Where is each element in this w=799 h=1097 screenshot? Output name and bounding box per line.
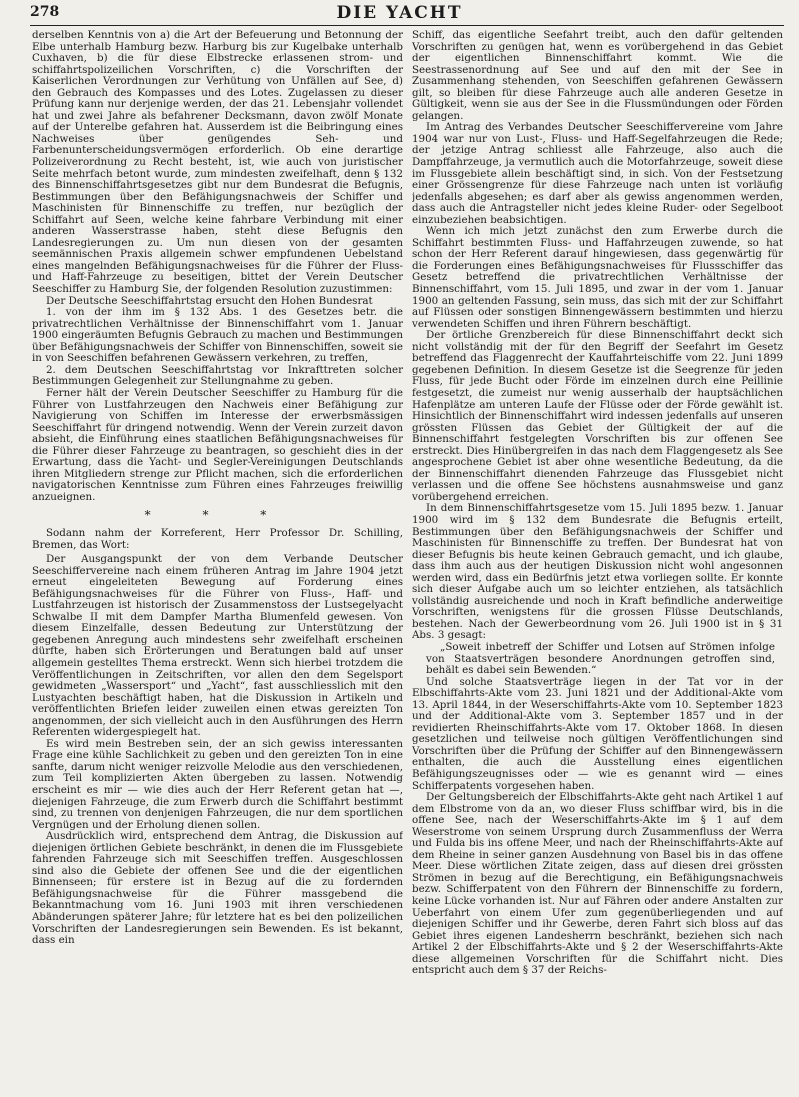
paragraph: Der Deutsche Seeschiffahrtstag ersucht den Hohen Bundesrat (46, 294, 373, 307)
section-separator: * * * (144, 508, 291, 523)
block-quote: „Soweit inbetreff der Schiffer und Lotsen auf Strömen infolge von Staatsverträgen besondere Anordnungen getroffen sind, behält es dabei sein Bewenden.“ (426, 640, 775, 677)
paragraph: Schiff, das eigentliche Seefahrt treibt, auch den dafür geltenden Vorschriften zu genügen hat, wenn es vorübergehend in das Gebiet der eigentlichen Binnenschiffahrt kommt. Wie die Seestrassenordnung auf See und auf den mit der See in Zusammenhang stehenden, von Seeschiffen gefahrenen Gewässern gilt, so bleiben für diese Fahrzeuge auch alle anderen Gesetze in Gültigkeit, wenn sie aus der See in die Flussmündungen oder Förden gelangen. (412, 30, 783, 122)
resolution-item: 1. von der ihm im § 132 Abs. 1 des Gesetzes betr. die privatrechtlichen Verhältnisse der Binnenschiffahrt vom 1. Januar 1900 eingeräumten Befugnis Gebrauch zu machen und Bestimmungen über Befähigungsnachweis der Schiffer von Binnenschiffen, soweit sie in von Seeschiffen befahrenen Gewässern verkehren, zu treffen, (32, 306, 403, 365)
paragraph: Ausdrücklich wird, entsprechend dem Antrag, die Diskussion auf diejenigen örtlichen Gebiete beschränkt, in denen die im Flussgebiete fahrenden Fahrzeuge sich mit Seeschiffen treffen. Ausgeschlossen sind also die Gebiete der offenen See und die der eigentlichen Binnenseen; für erstere ist in Bezug auf die zu fordernden Befähigungsnachweise für die Führer massgebend die Bekanntmachung vom 16. Juni 1903 mit ihren verschiedenen Abänderungen späterer Jahre; für letztere hat es bei den polizeilichen Vorschriften der Landesregierungen sein Bewenden. Es ist bekannt, dass ein (32, 830, 403, 947)
paragraph: derselben Kenntnis von a) die Art der Befeuerung und Betonnung der Elbe unterhalb Hamburg bezw. Harburg bis zur Kugelbake unterhalb Cuxhaven, b) die für diese Elbstrecke erlassenen strom- und schiffahrtspolizeilichen Vorschriften, c) die Vorschriften der Kaiserlichen Verordnungen zur Verhütung von Unfällen auf See, d) den Gebrauch des Kompasses und des Lotes. Zugelassen zu dieser Prüfung kann nur derjenige werden, der das 21. Lebensjahr vollendet hat und zwei Jahre als befahrener Decksmann, davon zwölf Monate auf der Unterelbe gefahren hat. Ausserdem ist die Beibringung eines Nachweises über genügendes Seh- und Farbenunterscheidungsvermögen erforderlich. Ob eine derartige Polizeiverordnung zu Recht besteht, ist, wie auch von juristischer Seite mehrfach betont wurde, zum mindesten zweifelhaft, denn § 132 des Binnenschiffahrtsgesetzes gibt nur dem Bundesrat die Befugnis, Bestimmungen über den Befähigungsnachweis der Schiffer und Maschinisten für Binnenschiffe zu treffen, nur bezüglich der Schiffahrt auf Seen, welche keine fahrbare Verbindung mit einer anderen Wasserstrasse haben, steht diese Befugnis den Landesregierungen zu. Um nun diesen von der gesamten seemännischen Praxis allgemein schwer empfundenen Uebelstand eines mangelnden Befähigungsnachweises für die Führer der Fluss- und Haff-Fahrzeuge zu beseitigen, bittet der Verein Deutscher Seeschiffer zu Hamburg Sie, der folgenden Resolution zuzustimmen: (32, 30, 403, 296)
paragraph: Wenn ich mich jetzt zunächst den zum Erwerbe durch die Schiffahrt bestimmten Fluss- und Haffahrzeugen zuwende, so hat schon der Herr Referent darauf hingewiesen, dass gegenwärtig für die Forderungen eines Befähigungsnachweises für Flussschiffer das Gesetz betreffend die privatrechtlichen Verhältnisse der Binnenschiffahrt, vom 15. Juli 1895, und zwar in der vom 1. Januar 1900 an geltenden Fassung, sein muss, das sich mit der zur Schiffahrt auf Flüssen oder sonstigen Binnengewässern bestimmten und hierzu verwendeten Schiffen und ihren Führern beschäftigt. (412, 225, 783, 330)
paragraph: Sodann nahm der Korreferent, Herr Professor Dr. Schilling, Bremen, das Wort: (32, 526, 403, 551)
paragraph: Der örtliche Grenzbereich für diese Binnenschiffahrt deckt sich nicht vollständig mit der für den Begriff der Seefahrt im Gesetz betreffend das Flaggenrecht der Kauffahrteischiffe vom 22. Juni 1899 gegebenen Definition. In diesem Gesetze ist die Seegrenze für jeden Fluss, für jede Bucht oder Förde im einzelnen durch eine Peillinie festgesetzt, die zumeist nur wenig ausserhalb der hauptsächlichen Hafenplätze am unteren Laufe der Flüsse oder der Förde gewählt ist. Hinsichtlich der Binnenschiffahrt wird indessen jedenfalls auf unseren grössten Flüssen das Gebiet der Gültigkeit der auf die Binnenschiffahrt festgelegten Vorschriften bis zur offenen See erstreckt. Dies Hinübergreifen in das nach dem Flaggengesetz als See angesprochene Gebiet ist aber ohne wesentliche Bedeutung, da die der Binnenschiffahrt dienenden Fahrzeuge das Flussgebiet nicht verlassen und die offene See höchstens ausnahmsweise und ganz vorübergehend erreichen. (412, 329, 783, 503)
right-column (412, 30, 783, 1092)
running-title: DIE YACHT (336, 3, 463, 23)
paragraph: Der Ausgangspunkt der von dem Verbande Deutscher Seeschiffervereine nach einem früheren Antrag im Jahre 1904 jetzt erneut eingeleiteten Bewegung auf Forderung eines Befähigungsnachweises für die Führer von Fluss-, Haff- und Lustfahrzeugen ist historisch der Zusammenstoss der Lustsegelyacht Schwalbe II mit dem Dampfer Martha Blumenfeld gewesen. Von diesem Einzelfalle, dessen Bedeutung zur Unterstützung der gegebenen Anregung auch mindestens sehr zweifelhaft erscheinen dürfte, haben sich Erörterungen und Beratungen bald auf unser allgemein gestelltes Thema erstreckt. Wenn sich hierbei trotzdem die Veröffentlichungen in Zeitschriften, vor allen den dem Segelsport gewidmeten „Wassersport“ und „Yacht“, fast ausschliesslich mit den Lustyachten beschäftigt haben, hat die Diskussion in Artikeln und veröffentlichten Briefen leider zuweilen einen etwas gereizten Ton angenommen, der sich vielleicht auch in den Ausführungen des Herrn Referenten widergespiegelt hat. (32, 553, 403, 739)
paragraph: Im Antrag des Verbandes Deutscher Seeschiffervereine vom Jahre 1904 war nur von Lust-, Fluss- und Haff-Segelfahrzeugen die Rede; der jetzige Antrag schliesst alle Fahrzeuge, also auch die Dampffahrzeuge, ja vermutlich auch die Motorfahrzeuge, soweit diese im Flussgebiete allein beschäftigt sind, in sich. Von der Festsetzung einer Grössengrenze für diese Fahrzeuge nach unten ist vorläufig jedenfalls abgesehen; es darf aber als gewiss angenommen werden, dass auch die Antragsteller nicht jedes kleine Ruder- oder Segelboot einzubeziehen beabsichtigen. (412, 121, 783, 226)
left-column (32, 30, 403, 1092)
paragraph: Der Geltungsbereich der Elbschiffahrts-Akte geht nach Artikel 1 auf dem Elbstrome von da an, wo dieser Fluss schiffbar wird, bis in die offene See, nach der Weserschiffahrts-Akte im § 1 auf dem Weserstrome von seinem Ursprung durch Zusammenfluss der Werra und Fulda bis ins offene Meer, und nach der Rheinschiffahrts-Akte auf dem Rheine in seiner ganzen Ausdehnung von Basel bis in das offene Meer. Diese wörtlichen Zitate zeigen, dass auf diesen drei grössten Strömen in bezug auf die Berechtigung, ein Befähigungsnachweis bezw. Schifferpatent von den Führern der Binnenschiffe zu fordern, keine Lücke vorhanden ist. Nur auf Fähren oder andere Anstalten zur Ueberfahrt von einem Ufer zum gegenüberliegenden und auf diejenigen Schiffer und ihr Gewerbe, deren Fahrt sich bloss auf das Gebiet ihres eigenen Landesherrn beschränkt, beziehen sich nach Artikel 2 der Elbschiffahrts-Akte und § 2 der Weserschiffahrts-Akte diese allgemeinen Vorschriften für die Schiffahrt nicht. Dies entspricht auch dem § 37 der Reichs- (412, 791, 783, 977)
paragraph: In dem Binnenschiffahrtsgesetze vom 15. Juli 1895 bezw. 1. Januar 1900 wird im § 132 dem Bundesrate die Befugnis erteilt, Bestimmungen über den Befähigungsnachweis der Schiffer und Maschinisten für Binnenschiffe zu treffen. Der Bundesrat hat von dieser Befugnis bis heute keinen Gebrauch gemacht, und ich glaube, dass ihm auch aus der heutigen Diskussion nicht wohl angesonnen werden wird, dass ein Bedürfnis jetzt etwa vorliegen sollte. Er konnte sich dieser Aufgabe auch um so leichter entziehen, als tatsächlich vollständig ausreichende und noch in Kraft befindliche anderweitige Vorschriften, wenigstens für die grossen Flüsse Deutschlands, bestehen. Nach der Gewerbeordnung vom 26. Juli 1900 ist in § 31 Abs. 3 gesagt: (412, 502, 783, 642)
header-rule (30, 25, 784, 26)
paragraph: Und solche Staatsverträge liegen in der Tat vor in der Elbschiffahrts-Akte vom 23. Juni 1821 und der Additional-Akte vom 13. April 1844, in der Weserschiffahrts-Akte vom 10. September 1823 und der Additional-Akte vom 3. September 1857 und in der revidierten Rheinschiffahrts-Akte vom 17. Oktober 1868. In diesen gesetzlichen und teilweise noch gültigen Veröffentlichungen sind Vorschriften über die Prüfung der Schiffer auf den Binnengewässern enthalten, die auch die Ausstellung eines eigentlichen Befähigungszeugnisses oder — wie es genannt wird — eines Schifferpatents vorgesehen haben. (412, 675, 783, 792)
resolution-item: 2. dem Deutschen Seeschiffahrtstag vor Inkrafttreten solcher Bestimmungen Gelegenheit zur Stellungnahme zu geben. (32, 363, 403, 388)
paragraph: Ferner hält der Verein Deutscher Seeschiffer zu Hamburg für die Führer von Lustfahrzeugen den Nachweis einer Befähigung zur Navigierung von Schiffen im Interesse der erwerbsmässigen Seeschiffahrt für dringend notwendig. Wenn der Verein zurzeit davon absieht, die Einführung eines staatlichen Befähigungsnachweises für die Führer dieser Fahrzeuge zu beantragen, so geschieht dies in der Erwartung, dass die Yacht- und Segler-Vereinigungen Deutschlands ihren Mitgliedern strenge zur Pflicht machen, sich die erforderlichen navigatorischen Kenntnisse zum Führen eines Fahrzeuges freiwillig anzueignen. (32, 386, 403, 503)
paragraph: Es wird mein Bestreben sein, der an sich gewiss interessanten Frage eine kühle Sachlichkeit zu geben und den gereizten Ton in eine sanfte, darum nicht weniger reizvolle Melodie aus den verschiedenen, zum Teil komplizierten Akten übergeben zu lassen. Notwendig erscheint es mir — wie dies auch der Herr Referent getan hat —, diejenigen Fahrzeuge, die zum Erwerb durch die Schiffahrt bestimmt sind, zu trennen von denjenigen Fahrzeugen, die nur dem sportlichen Vergnügen und der Erholung dienen sollen. (32, 737, 403, 831)
page-number: 278 (30, 4, 60, 20)
